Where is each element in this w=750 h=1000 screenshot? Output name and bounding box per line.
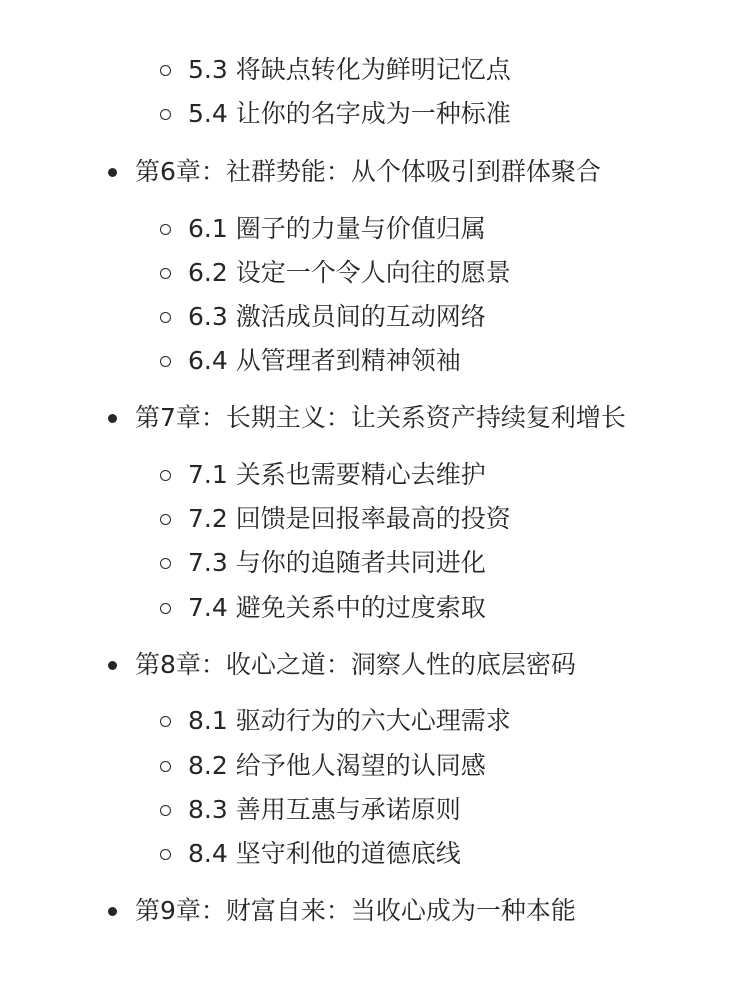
toc-section-item	[160, 341, 461, 381]
disc-bullet-icon	[108, 168, 117, 177]
circle-bullet-icon	[160, 224, 171, 235]
toc-section-item	[160, 253, 511, 293]
circle-bullet-icon	[160, 65, 171, 76]
toc-section-item	[160, 588, 486, 628]
disc-bullet-icon	[108, 661, 117, 670]
toc-chapter-title: 第6章：社群势能：从个体吸引到群体聚合	[135, 157, 601, 186]
toc-chapter-title: 第8章：收心之道：洞察人性的底层密码	[135, 650, 576, 679]
toc-section-title: 6.1 圈子的力量与价值归属	[188, 214, 486, 243]
circle-bullet-icon	[160, 312, 171, 323]
toc-section-item	[160, 499, 511, 539]
circle-bullet-icon	[160, 761, 171, 772]
toc-section-title: 8.4 坚守利他的道德底线	[188, 839, 461, 868]
circle-bullet-icon	[160, 356, 171, 367]
toc-section-title: 8.1 驱动行为的六大心理需求	[188, 706, 511, 735]
toc-section-title: 5.3 将缺点转化为鲜明记忆点	[188, 55, 511, 84]
toc-section-item	[160, 543, 486, 583]
circle-bullet-icon	[160, 805, 171, 816]
disc-bullet-icon	[108, 414, 117, 423]
circle-bullet-icon	[160, 558, 171, 569]
toc-section-title: 7.3 与你的追随者共同进化	[188, 548, 486, 577]
toc-section-item	[160, 701, 511, 741]
toc-section-item	[160, 746, 486, 786]
toc-section-item	[160, 297, 486, 337]
circle-bullet-icon	[160, 470, 171, 481]
circle-bullet-icon	[160, 268, 171, 279]
disc-bullet-icon	[108, 907, 117, 916]
toc-chapter-item	[108, 398, 626, 438]
toc-section-title: 6.4 从管理者到精神领袖	[188, 346, 461, 375]
toc-section-title: 7.1 关系也需要精心去维护	[188, 460, 486, 489]
toc-section-item	[160, 50, 511, 90]
toc-chapter-title: 第9章：财富自来：当收心成为一种本能	[135, 896, 576, 925]
toc-section-item	[160, 790, 461, 830]
toc-section-title: 7.4 避免关系中的过度索取	[188, 593, 486, 622]
circle-bullet-icon	[160, 109, 171, 120]
toc-section-item	[160, 94, 511, 134]
toc-section-title: 8.2 给予他人渴望的认同感	[188, 751, 486, 780]
toc-section-item	[160, 834, 461, 874]
toc-section-title: 6.2 设定一个令人向往的愿景	[188, 258, 511, 287]
toc-section-item	[160, 209, 486, 249]
toc-chapter-item	[108, 645, 576, 685]
toc-chapter-item	[108, 891, 576, 931]
toc-section-item	[160, 455, 486, 495]
toc-chapter-item	[108, 152, 601, 192]
toc-section-title: 8.3 善用互惠与承诺原则	[188, 795, 461, 824]
toc-section-title: 5.4 让你的名字成为一种标准	[188, 99, 511, 128]
circle-bullet-icon	[160, 603, 171, 614]
circle-bullet-icon	[160, 849, 171, 860]
toc-section-title: 6.3 激活成员间的互动网络	[188, 302, 486, 331]
circle-bullet-icon	[160, 514, 171, 525]
toc-section-title: 7.2 回馈是回报率最高的投资	[188, 504, 511, 533]
toc-chapter-title: 第7章：长期主义：让关系资产持续复利增长	[135, 403, 626, 432]
circle-bullet-icon	[160, 716, 171, 727]
